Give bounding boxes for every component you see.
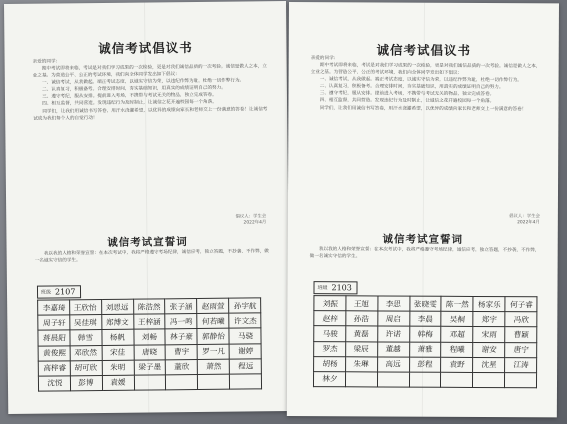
signature-cell: 陈浩然 xyxy=(133,299,166,315)
left-sheet xyxy=(4,1,290,414)
signature-cell: 邓超 xyxy=(441,327,474,342)
signature-cell xyxy=(440,372,473,387)
signature-cell: 宋佳 xyxy=(101,345,134,361)
left-pledge-title: 诚信考试宣誓词 xyxy=(107,236,188,249)
signature-row xyxy=(314,296,537,312)
signature-cell: 马骁 xyxy=(229,328,262,344)
signature-cell: 程曦 xyxy=(440,342,473,357)
signature-cell: 郭静怡 xyxy=(197,329,230,345)
signature-cell: 罗杰 xyxy=(313,341,346,356)
class-label: 班级 xyxy=(317,285,328,292)
body-paragraph: 三、遵守考纪，服从安排。提前进入考场，不携带与考试无关的物品，独立完成答卷。 xyxy=(32,93,217,101)
left-class-box xyxy=(37,285,81,298)
right-pledge-text: 我以我的人格和荣誉宣誓：在本次考试中，我将严格遵守考场纪律，诚信应考，独立答题，不抄袭、不作弊，做一名诚实守信的学生。 xyxy=(309,247,540,260)
signature-cell: 江涛 xyxy=(504,357,537,372)
signature-cell: 郑宇 xyxy=(472,312,505,327)
signature-cell xyxy=(504,373,537,388)
body-paragraph: 同学们，让我们用诚信书写答卷，用汗水浇灌希望，以优异的成绩向家长和老师交上一份满意的答卷！让诚信考试成为我们每个人的自觉行动！ xyxy=(33,106,268,122)
body-paragraph: 二、认真复习，积极备考。合理安排时间，夯实基础知识，用真实的成绩证明自己的努力。 xyxy=(32,85,226,93)
class-number: 2107 xyxy=(54,287,76,297)
signature-cell: 袁野 xyxy=(440,357,473,372)
signature-cell: 曹宇 xyxy=(165,344,198,360)
signature-cell: 蒋晨阳 xyxy=(38,330,71,346)
signature-cell: 唐宁 xyxy=(504,342,537,357)
signature-cell xyxy=(472,372,505,387)
signature-cell xyxy=(345,372,378,387)
right-class-box xyxy=(313,281,357,294)
signature-cell: 何子睿 xyxy=(504,297,537,312)
left-title: 诚信考试倡议书 xyxy=(98,40,193,57)
signature-cell: 刘思远 xyxy=(101,299,134,315)
signature-cell: 曹颖 xyxy=(504,327,537,342)
signature-row xyxy=(313,372,536,388)
signature-cell: 胡可欣 xyxy=(70,360,103,376)
signature-cell: 萧然 xyxy=(197,359,230,375)
signature-cell: 林子豪 xyxy=(165,329,198,345)
signature-cell: 彭程 xyxy=(409,357,442,372)
body-paragraph: 四、相互监督，共同营造。发现违纪行为及时制止，让诚信之花开遍校园每一个角落。 xyxy=(33,100,217,108)
signature-cell: 杨家乐 xyxy=(473,296,506,311)
signature-cell: 杨帆 xyxy=(101,330,134,346)
signature-cell: 许诺 xyxy=(377,326,410,341)
signature-cell: 张晓雯 xyxy=(409,296,442,311)
signature-cell: 梁辰 xyxy=(345,341,378,356)
signature-cell xyxy=(377,372,410,387)
signature-cell: 周启 xyxy=(377,311,410,326)
signature-cell: 冯一鸣 xyxy=(165,314,198,330)
left-pledge-text: 我以我的人格和荣誉宣誓：在本次考试中，我将严格遵守考场纪律，诚信应考，独立答题，不抄袭、不作弊，做一名诚实守信的学生。 xyxy=(34,249,269,264)
signature-cell: 林夕 xyxy=(313,372,346,387)
body-paragraph: 四、相互监督，共同营造。发现违纪行为及时制止，让诚信之花开遍校园每一个角落。 xyxy=(310,98,495,105)
signature-cell: 王欣怡 xyxy=(69,299,102,315)
signature-cell: 彭博 xyxy=(70,375,103,391)
body-paragraph: 一、诚信考试，从我做起。端正考试态度，以诚实守信为荣，以违纪作弊为耻，杜绝一切作弊行为。 xyxy=(310,77,522,84)
signature-cell: 吴桐 xyxy=(441,311,474,326)
signature-cell: 邓欣然 xyxy=(70,345,103,361)
body-paragraph: 三、遵守考纪，服从安排。提前进入考场，不携带与考试无关的物品，独立完成答卷。 xyxy=(310,91,495,98)
signature-cell: 董越 xyxy=(377,342,410,357)
signature-cell: 孙宇航 xyxy=(228,298,261,314)
signature-cell: 萧雅 xyxy=(409,342,442,357)
body-paragraph: 二、认真复习，积极备考。合理安排时间，夯实基础知识，用真实的成绩证明自己的努力。 xyxy=(310,84,504,91)
signature-cell: 董欣 xyxy=(165,359,198,375)
class-number: 2103 xyxy=(331,283,352,293)
signature-cell: 李思 xyxy=(377,296,410,311)
signature-cell: 黄磊 xyxy=(345,326,378,341)
signature-cell: 刘畅 xyxy=(133,329,166,345)
body-paragraph: 同学们，让我们用诚信书写答卷，用汗水浇灌希望，以优异的成绩向家长和老师交上一份满意的答卷！ xyxy=(310,105,527,112)
signature-cell: 赵梓 xyxy=(313,311,346,326)
signature-cell: 何若曦 xyxy=(197,313,230,329)
signature-cell: 王梓涵 xyxy=(133,314,166,330)
signature-cell: 朱琳 xyxy=(345,357,378,372)
right-signature: 倡议人：学生会 2022年4月 xyxy=(509,214,540,226)
signature-cell xyxy=(229,374,262,390)
signature-cell: 张子涵 xyxy=(165,298,198,314)
signature-cell: 李晨 xyxy=(409,311,442,326)
signature-cell: 朱明 xyxy=(102,360,135,376)
signature-row xyxy=(38,374,261,392)
left-signature: 倡议人：学生会 2022年4月 xyxy=(235,214,267,226)
right-pledge-title: 诚信考试宣誓词 xyxy=(382,233,464,246)
body-paragraph: 期中考试即将来临，考试是对我们学习成果的一次检验，更是对我们诚信品质的一次考验。诚信是做人之本，立业之基。为营造公平、公正的考试环境，我们向全体同学发出如下倡议： xyxy=(310,63,541,77)
right-salutation: 亲爱的同学： xyxy=(310,56,339,62)
signature-cell: 罗一凡 xyxy=(197,344,230,360)
signature-cell xyxy=(165,374,198,390)
body-paragraph: 一、诚信考试，从我做起。端正考试态度，以诚实守信为荣，以违纪作弊为耻，杜绝一切作弊行为。 xyxy=(32,78,245,86)
signature-cell: 谢婷 xyxy=(229,343,262,359)
left-signature-table xyxy=(37,297,262,391)
signature-cell: 高远 xyxy=(377,357,410,372)
class-label: 班级 xyxy=(40,289,52,296)
signature-cell: 谢安 xyxy=(472,342,505,357)
signature-cell: 唐晓 xyxy=(133,344,166,360)
signature-cell: 宋雨 xyxy=(472,327,505,342)
signature-cell xyxy=(134,375,167,391)
signature-cell: 王旭 xyxy=(345,296,378,311)
signature-row xyxy=(314,356,537,372)
signature-cell: 陈一然 xyxy=(441,296,474,311)
body-paragraph: 期中考试即将来临，考试是对我们学习成果的一次检验，更是对我们诚信品质的一次考验。诚信是做人之本，立业之基。为营造公平、公正的考试环境，我们向全体同学发出如下倡议： xyxy=(32,64,267,79)
left-salutation: 亲爱的同学： xyxy=(32,59,61,65)
signature-row xyxy=(314,341,537,357)
signature-cell: 胡杨 xyxy=(313,356,346,371)
signature-cell: 李嘉琦 xyxy=(37,300,70,316)
signature-cell: 赵雨萱 xyxy=(196,298,229,314)
signature-cell: 韩梅 xyxy=(409,327,442,342)
signature-cell: 吴佳琪 xyxy=(69,315,102,331)
signature-cell: 沈悦 xyxy=(38,376,71,392)
signature-cell: 冯欣 xyxy=(504,312,537,327)
signature-cell: 袁媛 xyxy=(102,375,135,391)
signature-cell: 孙浩 xyxy=(345,311,378,326)
signature-cell: 周子轩 xyxy=(37,315,70,331)
signature-cell: 黄俊熙 xyxy=(38,345,71,361)
right-signature-table xyxy=(313,295,537,388)
signature-cell: 许文杰 xyxy=(228,313,261,329)
signature-row xyxy=(314,326,537,342)
signature-row xyxy=(314,311,537,327)
signature-cell xyxy=(408,372,441,387)
signature-cell: 马骏 xyxy=(313,326,346,341)
signature-cell: 刘振 xyxy=(313,296,346,311)
right-body-text xyxy=(310,62,541,213)
right-title: 诚信考试倡议书 xyxy=(376,42,472,58)
signature-cell: 高梓睿 xyxy=(38,361,71,377)
right-sheet xyxy=(287,2,559,417)
signature-cell: 梁子墨 xyxy=(133,360,166,376)
signature-cell: 郑博文 xyxy=(101,314,134,330)
signature-cell: 韩雪 xyxy=(69,330,102,346)
signature-cell: 沈星 xyxy=(472,357,505,372)
left-body-text xyxy=(33,63,271,215)
signature-cell xyxy=(197,374,230,390)
signature-cell: 程远 xyxy=(229,359,262,375)
